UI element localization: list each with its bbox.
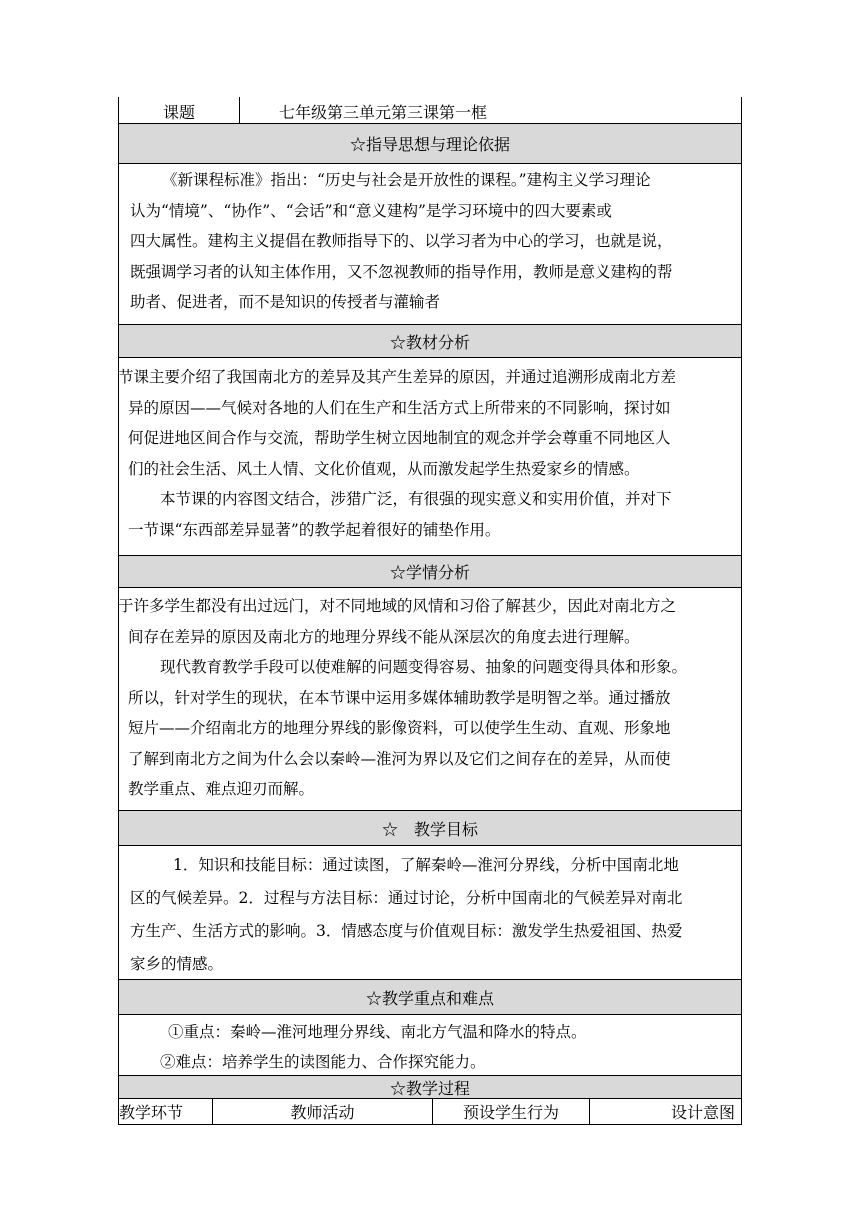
text-line: 区的气候差异。2．过程与方法目标：通过讨论，分析中国南北的气候差异对南北 [130,889,683,907]
text-line: 间存在差异的原因及南北方的地理分界线不能从深层次的角度去进行理解。 [128,627,640,646]
material-paragraph [118,362,741,545]
text-line: 何促进地区间合作与交流，帮助学生树立因地制宜的观念并学会尊重不同地区人 [128,429,671,447]
row-divider [118,163,742,164]
lesson-title-label: 课题 [162,103,195,122]
text-line: 既强调学习者的认知主体作用，又不忽视教师的指导作用，教师是意义建构的帮 [130,262,673,281]
keypoints-heading [119,980,741,1014]
students-heading [119,556,741,587]
text-line: 教学重点、难点迎刃而解。 [128,780,315,798]
table-right-border [741,97,742,1125]
students-paragraph [118,591,741,805]
text-line: ②难点：培养学生的读图能力、合作探究能力。 [160,1053,486,1071]
process-column-header: 教师活动 [290,1103,355,1122]
text-line: 了解到南北方之间为什么会以秦岭—淮河为界以及它们之间存在的差异，从而使 [128,749,671,768]
text-line: ①重点：秦岭—淮河地理分界线、南北方气温和降水的特点。 [168,1023,587,1041]
process-column-header: 预设学生行为 [462,1103,559,1122]
text-line: 认为“情境”、“协作”、“会话”和“意义建构”是学习环境中的四大要素或 [130,201,612,220]
material-heading-text: ☆教材分析 [389,332,470,352]
row-divider [118,845,742,846]
text-line: 于许多学生都没有出过远门，对不同地域的风情和习俗了解甚少，因此对南北方之 [118,597,677,615]
text-line: 1．知识和技能目标：通过读图，了解秦岭—淮河分界线，分析中国南北地 [173,856,679,874]
goals-heading-text: ☆ 教学目标 [381,819,478,839]
students-heading-text: ☆学情分析 [389,563,470,582]
text-line: 一节课“东西部差异显著”的教学起着很好的铺垫作用。 [128,520,501,539]
goals-heading [119,811,741,845]
material-heading [119,325,741,357]
row-divider [118,587,742,588]
goals-paragraph [123,849,738,981]
guiding-heading-text: ☆指导思想与理论依据 [349,135,510,154]
keypoints-heading-text: ☆教学重点和难点 [365,988,494,1008]
process-heading [119,1076,741,1098]
row-divider [118,1124,742,1125]
process-column-header: 设计意图 [670,1103,735,1122]
text-line: 助者、促进者，而不是知识的传授者与灌输者 [130,293,441,311]
title-divider [239,97,240,123]
text-line: 本节课的内容图文结合，涉猎广泛，有很强的现实意义和实用价值，并对下 [160,490,672,508]
text-line: 家乡的情感。 [130,955,224,973]
text-line: 们的社会生活、风土人情、文化价值观，从而激发起学生热爱家乡的情感。 [128,459,640,478]
guiding-paragraph [123,165,738,318]
process-column-header: 教学环节 [119,1103,184,1122]
lesson-title-value: 七年级第三单元第三课第一框 [279,103,488,122]
text-line: 四大属性。建构主义提倡在教师指导下的、以学习者为中心的学习，也就是说， [130,232,673,250]
keypoints-paragraph [123,1017,738,1077]
process-heading-text: ☆教学过程 [389,1078,470,1098]
text-line: 《新课程标准》指出：“历史与社会是开放性的课程。”建构主义学习理论 [162,171,651,189]
text-line: 方生产、生活方式的影响。3．情感态度与价值观目标：激发学生热爱祖国、热爱 [130,922,683,940]
row-divider [118,1014,742,1015]
text-line: 现代教育教学手段可以使难解的问题变得容易、抽象的问题变得具体和形象。 [160,658,688,676]
text-line: 异的原因——气候对各地的人们在生产和生活方式上所带来的不同影响，探讨如 [128,398,671,417]
guiding-heading [119,124,741,163]
text-line: 节课主要介绍了我国南北方的差异及其产生差异的原因，并通过追溯形成南北方差 [118,368,677,386]
text-line: 所以，针对学生的现状，在本节课中运用多媒体辅助教学是明智之举。通过播放 [128,688,671,707]
row-divider [118,357,742,358]
text-line: 短片——介绍南北方的地理分界线的影像资料，可以使学生生动、直观、形象地 [128,719,671,737]
